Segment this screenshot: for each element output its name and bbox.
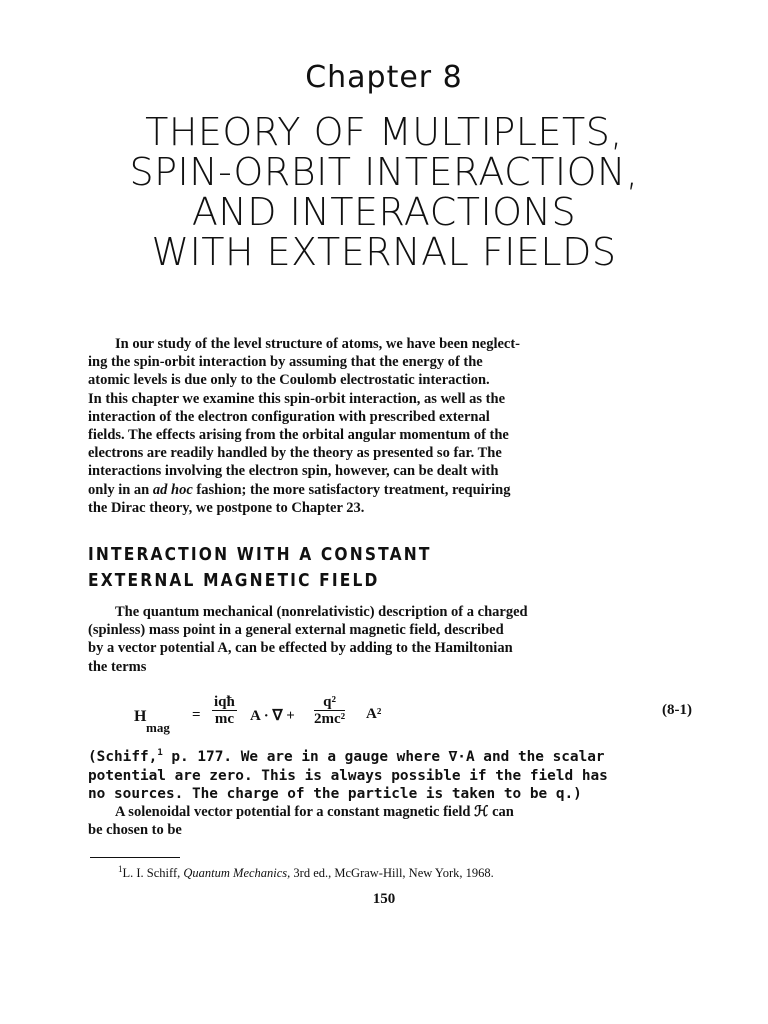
fraction-numerator: q² (314, 694, 345, 711)
footnote-title: Quantum Mechanics, (183, 866, 291, 880)
text-line: interaction of the electron configuration with prescribed external (88, 408, 490, 425)
page-number: 150 (372, 891, 396, 907)
text-span: p. 177. We are in a gauge where ∇·A and the scalar (162, 749, 605, 765)
equation-equals: = (192, 707, 201, 723)
italic-phrase: ad hoc (152, 481, 193, 498)
intro-paragraph (88, 335, 693, 517)
text-line: by a vector potential A, can be effected by adding to the Hamiltonian (88, 640, 513, 657)
section-heading (88, 542, 432, 594)
text-line (88, 481, 693, 499)
section-paragraph (88, 603, 693, 676)
fraction-denominator: 2mc² (314, 711, 346, 727)
chapter-title-line: WITH EXTERNAL FIELDS (151, 230, 617, 274)
chapter-title-line: THEORY OF MULTIPLETS, (145, 110, 623, 154)
text-line: interactions involving the electron spin, however, can be dealt with (88, 463, 499, 480)
text-line (88, 748, 708, 767)
tail-paragraph (88, 803, 693, 840)
text-line: ing the spin-orbit interaction by assuming that the energy of the (88, 354, 483, 371)
footnote-details: 3rd ed., McGraw-Hill, New York, 1968. (290, 866, 494, 880)
equation-symbol-h: H (134, 708, 147, 725)
text-line: the terms (88, 658, 147, 675)
equation-number: (8-1) (662, 702, 692, 718)
fraction-numerator: iqħ (214, 694, 235, 710)
text-line: In this chapter we examine this spin-orbit interaction, as well as the (88, 390, 506, 407)
fraction-denominator: mc (214, 711, 234, 727)
text-line: A solenoidal vector potential for a constant magnetic field ℋ can (115, 804, 514, 820)
equation-fraction (212, 694, 237, 728)
section-heading-line: EXTERNAL MAGNETIC FIELD (88, 570, 380, 591)
chapter-title-line: AND INTERACTIONS (191, 190, 577, 234)
text-line: no sources. The charge of the particle is taken to be q.) (88, 786, 582, 802)
equation-fraction (314, 694, 345, 728)
text-line: In our study of the level structure of atoms, we have been neglect- (115, 336, 521, 352)
text-span: (Schiff, (88, 749, 158, 765)
footnote-marker: 1 (118, 863, 123, 874)
text-span: only in an (88, 481, 153, 498)
equation-term: A · ∇ + (250, 708, 295, 724)
text-line: electrons are readily handled by the theory as presented so far. The (88, 445, 502, 462)
text-line: The quantum mechanical (nonrelativistic) description of a charged (115, 604, 528, 620)
text-span: fashion; the more satisfactory treatment, requiring (192, 481, 511, 498)
schiff-note (88, 748, 708, 804)
text-line: (spinless) mass point in a general external magnetic field, described (88, 622, 504, 639)
text-line: atomic levels is due only to the Coulomb electrostatic interaction. (88, 372, 490, 389)
text-line: the Dirac theory, we postpone to Chapter 23. (88, 499, 365, 516)
text-line: fields. The effects arising from the orbital angular momentum of the (88, 427, 509, 444)
section-heading-line: INTERACTION WITH A CONSTANT (88, 544, 432, 565)
footnote-ref: 1 (157, 748, 163, 759)
equation-8-1 (130, 690, 700, 740)
footnote (118, 863, 494, 881)
text-line: potential are zero. This is always possible if the field has (88, 767, 608, 784)
text-line: be chosen to be (88, 822, 182, 839)
equation-term: A² (366, 706, 382, 722)
footnote-divider (90, 857, 180, 858)
equation-subscript: mag (146, 720, 170, 735)
chapter-title (0, 112, 768, 272)
chapter-title-line: SPIN-ORBIT INTERACTION, (129, 150, 639, 194)
chapter-label: Chapter 8 (305, 60, 463, 95)
footnote-author: L. I. Schiff, (122, 866, 184, 880)
